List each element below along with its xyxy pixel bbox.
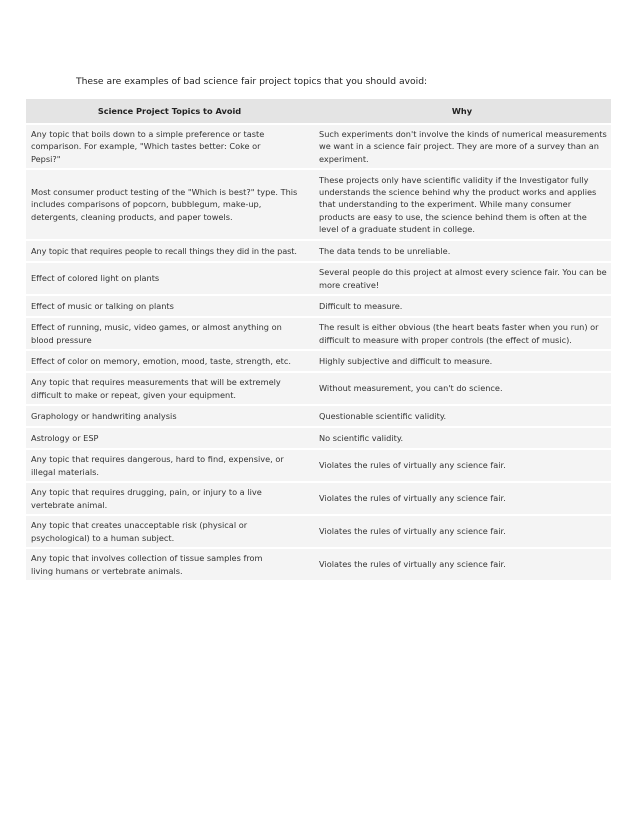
table-row [26,549,611,580]
table-row [26,318,611,349]
header-why: Why [313,99,611,123]
table-row [26,351,611,371]
topic-cell: Any topic that boils down to a simple preference or taste comparison. For example, "Which tastes better: Coke or Pepsi?" [26,125,313,168]
header-topics: Science Project Topics to Avoid [26,99,313,123]
intro-text: These are examples of bad science fair project topics that you should avoid: [76,76,428,87]
why-cell: Several people do this project at almost every science fair. You can be more creative! [313,263,611,294]
why-cell: The data tends to be unreliable. [313,241,611,261]
table-row [26,483,611,514]
why-cell: No scientific validity. [313,428,611,448]
why-cell: Without measurement, you can't do science. [313,373,611,404]
topic-cell: Any topic that requires people to recall things they did in the past. [26,241,313,261]
table-row [26,263,611,294]
table-row [26,241,611,261]
table-row [26,516,611,547]
topic-cell: Astrology or ESP [26,428,313,448]
why-cell: Violates the rules of virtually any science fair. [313,483,611,514]
topic-cell: Most consumer product testing of the "Which is best?" type. This includes comparisons of popcorn, bubblegum, make-up, detergents, cleaning products, and paper towels. [26,170,313,239]
topic-cell: Any topic that requires drugging, pain, or injury to a live vertebrate animal. [26,483,313,514]
table-row [26,428,611,448]
why-cell: Violates the rules of virtually any science fair. [313,516,611,547]
why-cell: Highly subjective and difficult to measure. [313,351,611,371]
topic-cell: Effect of running, music, video games, or almost anything on blood pressure [26,318,313,349]
topic-cell: Effect of color on memory, emotion, mood, taste, strength, etc. [26,351,313,371]
table-header-row [26,99,611,123]
topic-cell: Effect of music or talking on plants [26,296,313,316]
table-row [26,450,611,481]
topic-cell: Graphology or handwriting analysis [26,406,313,426]
topic-cell: Any topic that requires dangerous, hard to find, expensive, or illegal materials. [26,450,313,481]
topic-cell: Any topic that creates unacceptable risk (physical or psychological) to a human subject. [26,516,313,547]
topics-table [26,97,611,582]
topic-cell: Any topic that involves collection of tissue samples from living humans or vertebrate animals. [26,549,313,580]
topic-cell: Any topic that requires measurements that will be extremely difficult to make or repeat, given your equipment. [26,373,313,404]
why-cell: Such experiments don't involve the kinds of numerical measurements we want in a science fair project. They are more of a survey than an experiment. [313,125,611,168]
why-cell: Questionable scientific validity. [313,406,611,426]
why-cell: Violates the rules of virtually any science fair. [313,549,611,580]
table-row [26,125,611,168]
why-cell: Violates the rules of virtually any science fair. [313,450,611,481]
why-cell: These projects only have scientific validity if the Investigator fully understands the science behind why the product works and applies that understanding to the experiment. While many consumer products are easy to use, the science behind them is often at the level of a graduate student in college. [313,170,611,239]
table-row [26,373,611,404]
table-row [26,406,611,426]
table-row [26,296,611,316]
table-row [26,170,611,239]
topic-cell: Effect of colored light on plants [26,263,313,294]
why-cell: The result is either obvious (the heart beats faster when you run) or difficult to measure with proper controls (the effect of music). [313,318,611,349]
why-cell: Difficult to measure. [313,296,611,316]
